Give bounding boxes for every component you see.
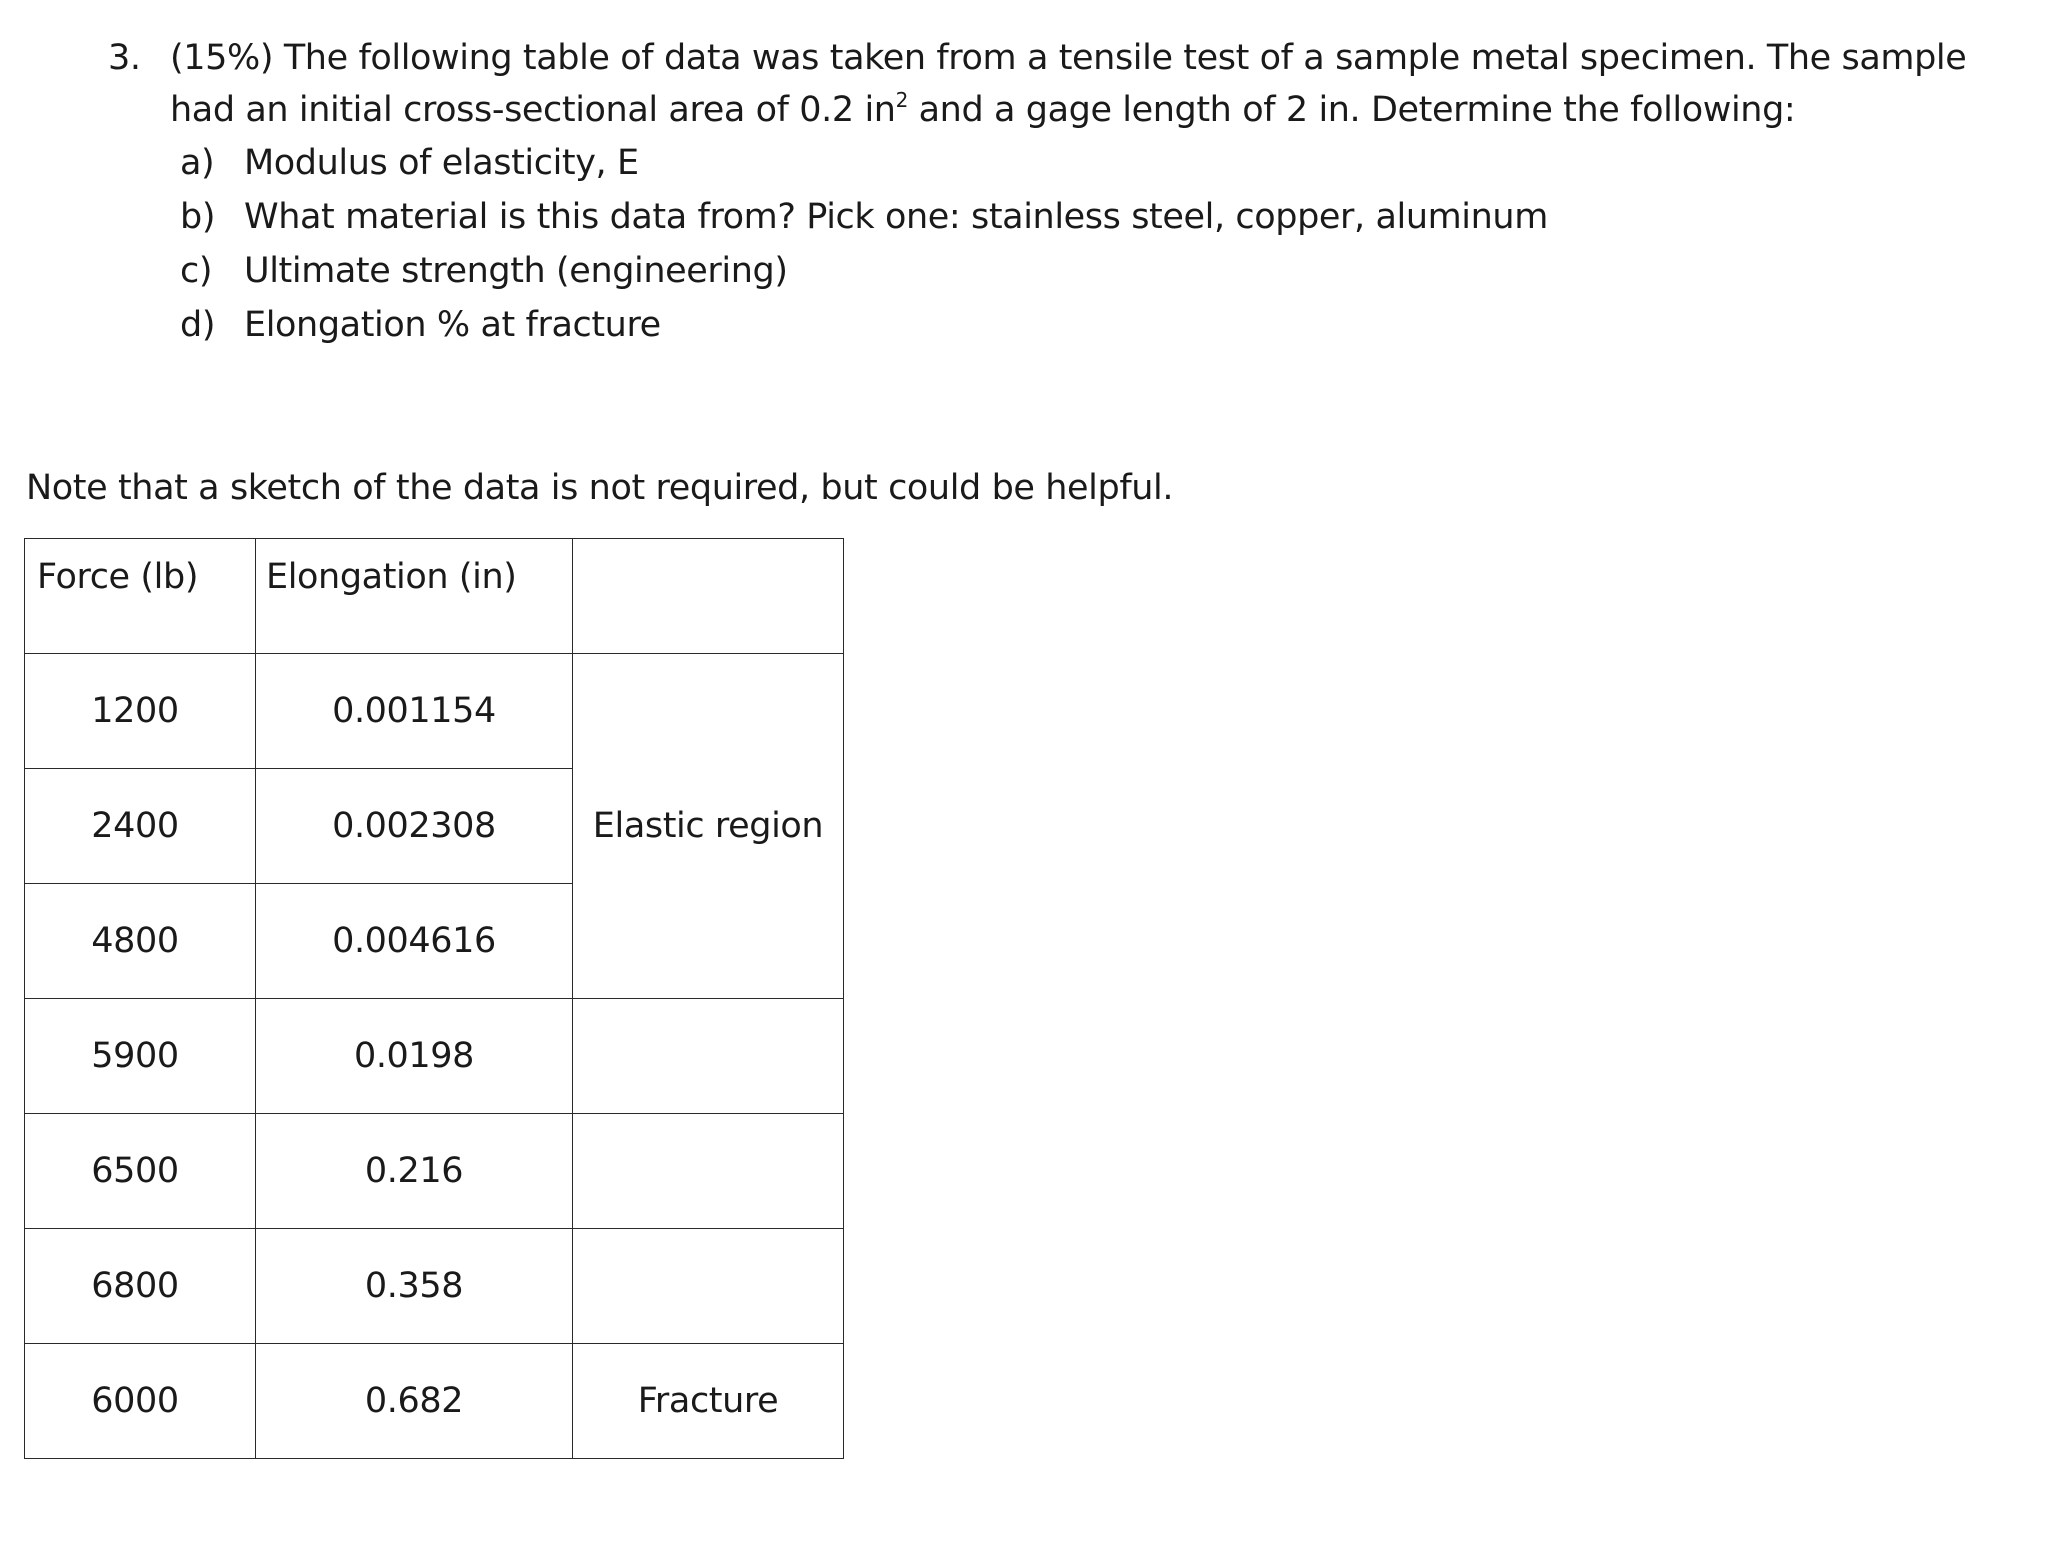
- part-c: [180, 244, 1548, 298]
- question-number: 3.: [108, 38, 141, 78]
- part-b: [180, 190, 1548, 244]
- question-text-line-2a: had an initial cross-sectional area of 0.2 in: [170, 90, 896, 130]
- tensile-data-table: [24, 538, 844, 1459]
- part-d: [180, 298, 1548, 352]
- header-force: Force (lb): [25, 539, 256, 654]
- question-text-line-1: (15%) The following table of data was taken from a tensile test of a sample metal specimen. The sample: [170, 38, 1967, 78]
- elongation-cell: 0.001154: [256, 654, 573, 769]
- table-row: [25, 1229, 844, 1344]
- table-row: [25, 884, 844, 999]
- part-a: [180, 136, 1548, 190]
- elongation-cell: 0.216: [256, 1114, 573, 1229]
- elongation-cell: 0.004616: [256, 884, 573, 999]
- part-text: Ultimate strength (engineering): [244, 251, 788, 291]
- force-cell: 5900: [25, 999, 256, 1114]
- elongation-cell: 0.002308: [256, 769, 573, 884]
- part-letter: a): [180, 143, 215, 183]
- part-text: Elongation % at fracture: [244, 305, 661, 345]
- part-text: What material is this data from? Pick one: stainless steel, copper, aluminum: [244, 197, 1548, 237]
- table-header-row: [25, 539, 844, 654]
- force-cell: 1200: [25, 654, 256, 769]
- label-cell: [573, 884, 844, 999]
- label-cell: [573, 654, 844, 769]
- force-cell: 6800: [25, 1229, 256, 1344]
- label-cell: [573, 999, 844, 1114]
- part-letter: c): [180, 251, 213, 291]
- question-line-2: [108, 84, 1966, 136]
- superscript-2: 2: [895, 88, 908, 112]
- fracture-label: Fracture: [573, 1344, 844, 1459]
- question-block: [108, 32, 1966, 136]
- table-row: [25, 999, 844, 1114]
- elongation-cell: 0.0198: [256, 999, 573, 1114]
- table-row: [25, 654, 844, 769]
- part-text: Modulus of elasticity, E: [244, 143, 639, 183]
- part-letter: d): [180, 305, 216, 345]
- elongation-cell: 0.358: [256, 1229, 573, 1344]
- force-cell: 2400: [25, 769, 256, 884]
- table-row: [25, 1114, 844, 1229]
- part-letter: b): [180, 197, 216, 237]
- elastic-region-label: Elastic region: [573, 769, 844, 884]
- force-cell: 6500: [25, 1114, 256, 1229]
- question-parts-list: [180, 136, 1548, 352]
- question-text-line-2b: and a gage length of 2 in. Determine the following:: [907, 90, 1796, 130]
- label-cell: [573, 1229, 844, 1344]
- header-notes: [573, 539, 844, 654]
- table-row: [25, 769, 844, 884]
- force-cell: 6000: [25, 1344, 256, 1459]
- label-cell: [573, 1114, 844, 1229]
- table-row: [25, 1344, 844, 1459]
- note-text: Note that a sketch of the data is not required, but could be helpful.: [26, 468, 1174, 508]
- elongation-cell: 0.682: [256, 1344, 573, 1459]
- force-cell: 4800: [25, 884, 256, 999]
- question-line-1: [108, 32, 1966, 84]
- header-elongation: Elongation (in): [256, 539, 573, 654]
